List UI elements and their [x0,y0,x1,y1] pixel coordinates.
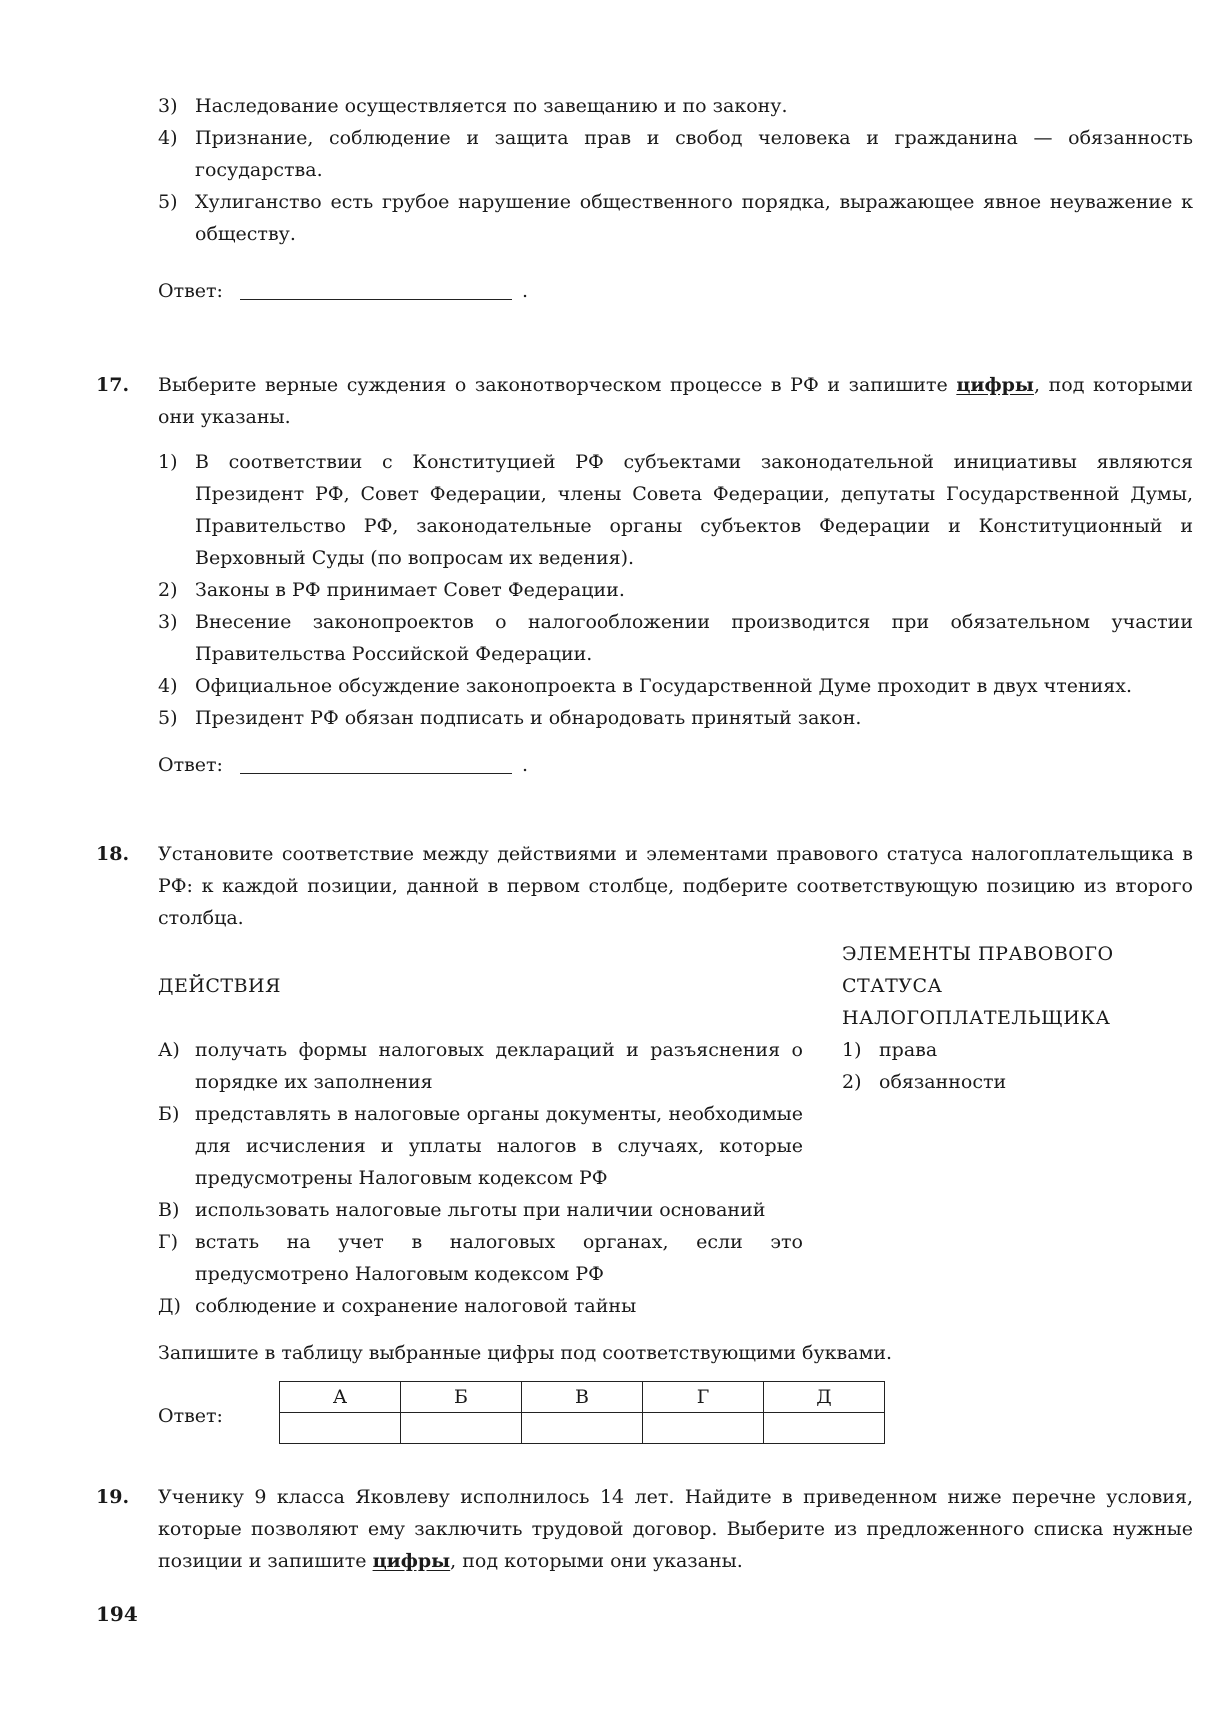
answer-input-line[interactable] [240,299,512,300]
option-text: Президент РФ обязан подписать и обнародовать принятый закон. [195,707,862,729]
element-text: права [879,1039,938,1061]
question-text: Установите соответствие между действиями и элементами правового статуса налогоплательщика в РФ: к каждой позиции, данной в первом столбце, подберите соответствующую позицию из второго столбца. [158,843,1193,929]
action-letter: А) [158,1039,180,1061]
option-number: 1) [158,451,178,473]
option-text: Официальное обсуждение законопроекта в Государственной Думе проходит в двух чтениях. [195,675,1133,697]
option-text: Признание, соблюдение и защита прав и свобод человека и гражданина — обязанность государства. [195,127,1193,181]
answer-label: Ответ: [158,280,223,302]
answer-table-input-row [280,1413,885,1444]
element-item [842,1066,1162,1098]
actions-header: ДЕЙСТВИЯ [158,975,281,997]
q17-option [158,606,1193,670]
answer-table-header: В [522,1382,643,1413]
q17-option [158,446,1193,574]
answer-cell[interactable] [280,1413,401,1444]
question-text [158,369,1193,433]
action-text: соблюдение и сохранение налоговой тайны [195,1295,637,1317]
option-text: Законы в РФ принимает Совет Федерации. [195,579,625,601]
answer-dot: . [522,280,529,302]
option-number: 4) [158,675,178,697]
q16-option [158,90,1193,122]
action-item [158,1034,803,1098]
answer-cell[interactable] [522,1413,643,1444]
option-text: Наследование осуществляется по завещанию и по закону. [195,95,788,117]
q17-prompt [96,369,1193,433]
q18-prompt [96,838,1193,934]
action-letter: Г) [158,1231,178,1253]
q16-option [158,186,1193,250]
question-text-part: Выберите верные суждения о законотворческом процессе в РФ и запишите [158,374,957,396]
action-letter: Д) [158,1295,181,1317]
option-number: 3) [158,95,178,117]
option-number: 4) [158,127,178,149]
action-item [158,1226,803,1290]
emphasis-digits: цифры [372,1550,451,1572]
q18-answer-label: Ответ: [158,1405,223,1427]
q18-instruction: Запишите в таблицу выбранные цифры под соответствующими буквами. [158,1342,893,1364]
question-text [158,1481,1193,1577]
elements-column [842,938,1162,1098]
q19-prompt [96,1481,1193,1577]
answer-table-header: Д [764,1382,885,1413]
option-text: Внесение законопроектов о налогообложении производится при обязательном участии Правительства Российской Федерации. [195,611,1193,665]
actions-column [158,970,803,1002]
q17-options [158,446,1193,734]
element-number: 2) [842,1071,862,1093]
answer-label: Ответ: [158,754,223,776]
q16-option [158,122,1193,186]
q17-option [158,670,1193,702]
action-text: представлять в налоговые органы документы, необходимые для исчисления и уплаты налогов в случаях, которые предусмотрены Налоговым кодексом РФ [195,1103,803,1189]
question-text-part: Ученику 9 класса Яковлеву исполнилось 14 лет. Найдите в приведенном ниже перечне условия, которые позволяют ему заключить трудовой договор. Выберите из предложенного списка нужные позиции и запишите [158,1486,1193,1572]
option-number: 5) [158,707,178,729]
elements-header-line: СТАТУСА [842,975,943,997]
answer-table-header: А [280,1382,401,1413]
question-text-part: , под которыми они указаны. [158,374,1193,428]
answer-table-header: Г [643,1382,764,1413]
action-text: встать на учет в налоговых органах, если это предусмотрено Налоговым кодексом РФ [195,1231,803,1285]
action-item [158,1098,803,1194]
element-item [842,1034,1162,1066]
option-text: В соответствии с Конституцией РФ субъектами законодательной инициативы являются Президент РФ, Совет Федерации, члены Совета Федерации, депутаты Государственной Думы, Правительство РФ, законодательные органы субъектов Федерации и Конституционный и Верховный Суды (по вопросам их ведения). [195,451,1193,569]
action-letter: В) [158,1199,180,1221]
action-text: получать формы налоговых деклараций и разъяснения о порядке их заполнения [195,1039,803,1093]
element-number: 1) [842,1039,862,1061]
q16-options [158,90,1193,250]
option-number: 2) [158,579,178,601]
answer-input-line[interactable] [240,773,512,774]
answer-cell[interactable] [401,1413,522,1444]
action-item [158,1194,803,1226]
option-text: Хулиганство есть грубое нарушение общественного порядка, выражающее явное неуважение к обществу. [195,191,1193,245]
answer-dot: . [522,754,529,776]
elements-header-line: НАЛОГОПЛАТЕЛЬЩИКА [842,1007,1111,1029]
answer-cell[interactable] [764,1413,885,1444]
answer-table-header-row [280,1382,885,1413]
q18-answer-table [279,1381,885,1444]
option-number: 5) [158,191,178,213]
action-text: использовать налоговые льготы при наличии оснований [195,1199,766,1221]
question-number: 18. [96,843,130,865]
question-number: 19. [96,1486,130,1508]
actions-list [158,1034,803,1322]
question-number: 17. [96,374,130,396]
q17-option [158,702,1193,734]
question-text-part: , под которыми они указаны. [450,1550,743,1572]
option-number: 3) [158,611,178,633]
q17-option [158,574,1193,606]
action-item [158,1290,803,1322]
answer-cell[interactable] [643,1413,764,1444]
elements-header-line: ЭЛЕМЕНТЫ ПРАВОВОГО [842,943,1114,965]
answer-table-header: Б [401,1382,522,1413]
emphasis-digits: цифры [956,374,1034,396]
action-letter: Б) [158,1103,180,1125]
element-text: обязанности [879,1071,1007,1093]
page-number: 194 [96,1602,138,1626]
